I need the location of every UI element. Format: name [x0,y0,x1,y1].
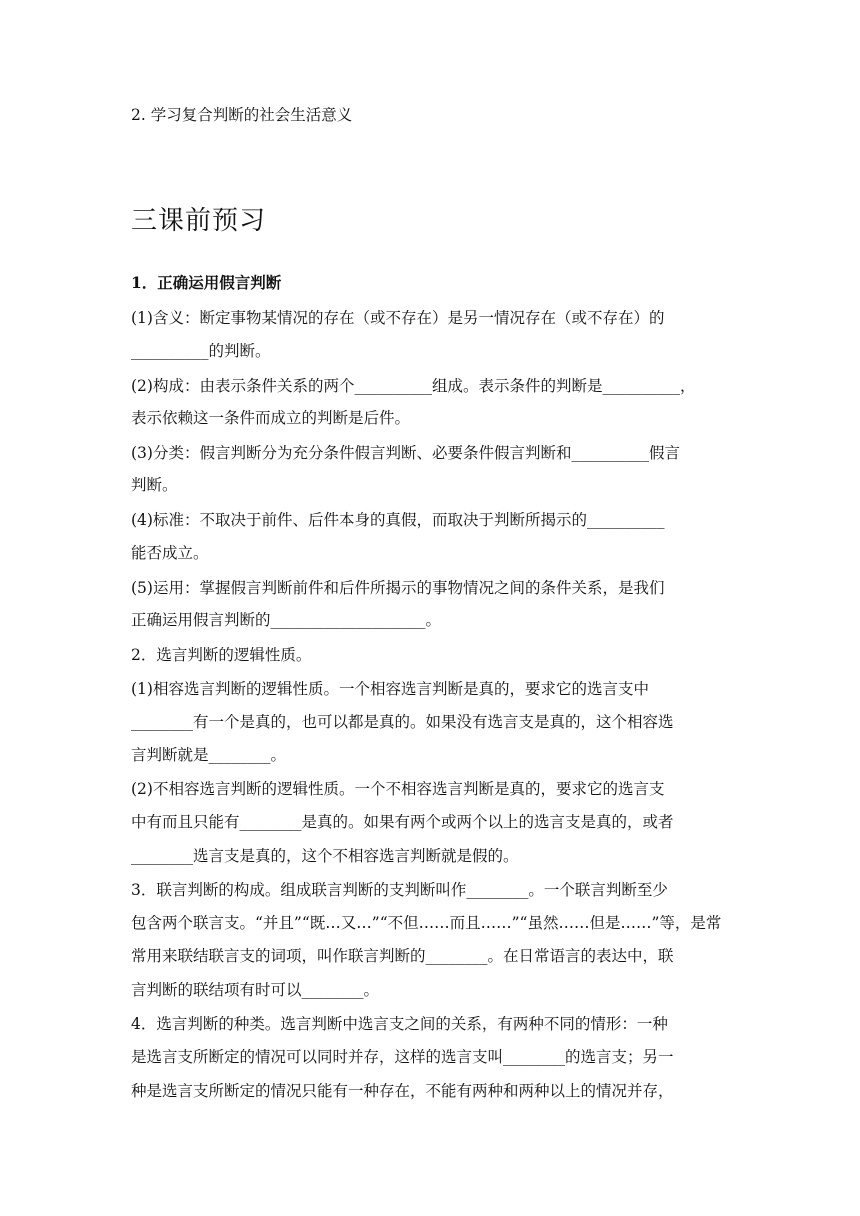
q1-p3-line1: (3)分类：假言判断分为充分条件假言判断、必要条件假言判断和__________假言 [131,444,680,462]
q4-line1: 4．选言判断的种类。选言判断中选言支之间的关系，有两种不同的情形：一种 [131,1015,668,1033]
q2-p1-line1: (1)相容选言判断的逻辑性质。一个相容选言判断是真的，要求它的选言支中 [131,680,649,698]
q1-p2-line1: (2)构成：由表示条件关系的两个__________组成。表示条件的判断是__________， [131,377,696,395]
objective-2-text: 2. 学习复合判断的社会生活意义 [131,106,353,124]
q1-p4-line1: (4)标准：不取决于前件、后件本身的真假，而取决于判断所揭示的__________ [131,511,665,529]
q3-line4: 言判断的联结项有时可以________。 [131,981,380,999]
q3-line3: 常用来联结联言支的词项，叫作联言判断的________。在日常语言的表达中，联 [131,947,674,965]
q2-p2-line1: (2)不相容选言判断的逻辑性质。一个不相容选言判断是真的，要求它的选言支 [131,780,665,798]
q2-title: 2．选言判断的逻辑性质。 [131,646,312,664]
q1-p1-line1: (1)含义：断定事物某情况的存在（或不存在）是另一情况存在（或不存在）的 [131,309,665,327]
q4-line2: 是选言支所断定的情况可以同时并存，这样的选言支叫________的选言支；另一 [131,1048,674,1066]
q1-p3-line2: 判断。 [131,476,178,494]
q1-title: 1．正确运用假言判断 [131,273,282,292]
q1-p5-line2: 正确运用假言判断的____________________。 [131,611,442,629]
q3-line1: 3．联言判断的构成。组成联言判断的支判断叫作________。一个联言判断至少 [131,881,668,899]
q1-p4-line2: 能否成立。 [131,544,209,562]
q2-p2-line3: ________选言支是真的，这个不相容选言判断就是假的。 [131,847,519,865]
q1-p2-line2: 表示依赖这一条件而成立的判断是后件。 [131,409,411,427]
q1-p1-line2: __________的判断。 [131,342,271,360]
section-title: 三课前预习 [131,206,267,236]
q2-p2-line2: 中有而且只能有________是真的。如果有两个或两个以上的选言支是真的，或者 [131,813,674,831]
q2-p1-line3: 言判断就是________。 [131,746,287,764]
q2-p1-line2: ________有一个是真的，也可以都是真的。如果没有选言支是真的，这个相容选 [131,713,674,731]
q1-p5-line1: (5)运用：掌握假言判断前件和后件所揭示的事物情况之间的条件关系，是我们 [131,579,665,597]
q4-line3: 种是选言支所断定的情况只能有一种存在，不能有两种和两种以上的情况并存， [131,1082,674,1100]
q3-line2: 包含两个联言支。“并且”“既…又…”“不但……而且……”“虽然……但是……”等，是常 [131,914,722,932]
